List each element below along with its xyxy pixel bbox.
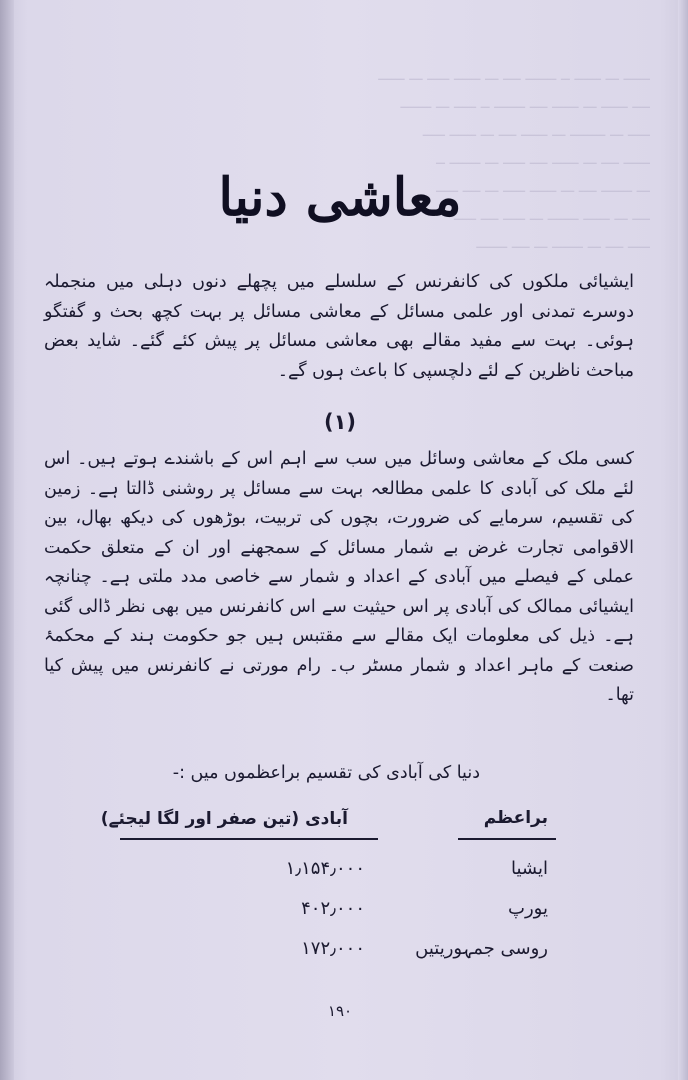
show-through-text: ــــ ـــ ــــــ ـــــــ ـــ ـــــ ــــ ـــــ (454, 210, 650, 220)
continent-name: روسی جمہوریتیں (415, 938, 548, 959)
header-underline (458, 838, 556, 840)
show-through-text: ــــــ ـــ ــــــ ــ ـــــــ ــــ ـــ ــــــ ـــــ ـــ ــــــ (378, 70, 650, 80)
show-through-text: ــــــ ــــ ـــ ــــــ ــــ ـــــ ـــ ـــــــ ــ (436, 154, 650, 164)
show-through-text: ـــــ ـــ ــــــــ ـــ ــــــ ــــ ـــ ــــــ ـــــ (422, 126, 650, 136)
page-edge-shadow (678, 0, 688, 1080)
spine-shadow (0, 0, 14, 1080)
page-title: معاشی دنیا (218, 167, 462, 228)
section-number: (۱) (323, 410, 357, 434)
population-value: ۱٫۱۵۴٫۰۰۰ (285, 858, 365, 879)
population-value: ۴۰۲٫۰۰۰ (301, 898, 365, 919)
population-value: ۱۷۲٫۰۰۰ (301, 938, 365, 959)
column-header-continent: براعظم (483, 808, 548, 828)
table-intro: دنیا کی آبادی کی تقسیم براعظموں میں :- (172, 763, 480, 783)
page-content (40, 0, 640, 1080)
continent-name: یورپ (508, 898, 548, 919)
body-paragraph: کسی ملک کے معاشی وسائل میں سب سے اہم اس کے باشندے ہوتے ہیں۔ اس لئے ملک کی آبادی کا علمی مطالعہ بہت سے مسائل پر روشنی ڈالتا ہے۔ زمین کی تقسیم، سرمایے کی ضرورت، بچوں کی تربیت، بوڑھوں کی دیکھ بھال، بین الاقوامی تجارت غرض بے شمار مسائل کے سمجھنے اور ان کے متعلق حکمت عملی کے فیصلے میں آبادی کے اعداد و شمار سے خاصی مدد ملتی ہے۔ چنانچہ ایشیائی ممالک کی آبادی پر اس حیثیت سے اس کانفرنس میں بھی نظر ڈالی گئی ہے۔ ذیل کی معلومات ایک مقالے سے مقتبس ہیں جو حکومت ہند کے محکمۂ صنعت کے ماہر اعداد و شمار مسٹر ب۔ رام مورتی نے کانفرنس میں پیش کیا تھا۔ (44, 449, 634, 705)
column-header-population: آبادی (تین صفر اور لگا لیجئے) (100, 809, 348, 829)
show-through-text: ــــ ــــــ ـــ ــــــ ــــ ـــــــ ــ ـــــ ـــ ـــــــ (400, 98, 650, 108)
table-row (40, 858, 640, 898)
show-through-text: ـــــ ــــ ـــ ـــــــ ـــ ــــ ـــــــ (476, 238, 650, 248)
continent-name: ایشیا (511, 858, 548, 879)
table-row (40, 898, 640, 938)
show-through-text: ـــ ـــــــ ــــ ـــ ــــــ ـــــ ـــ ــــ ـــــ (436, 182, 650, 192)
table-row (40, 938, 640, 978)
intro-paragraph: ایشیائی ملکوں کی کانفرنس کے سلسلے میں پچھلے دنوں دہلی میں منجملہ دوسرے تمدنی اور علمی مسائل کے معاشی مسائل پر بہت کچھ بحث و گفتگو ہوئی۔ بہت سے مفید مقالے بھی معاشی مسائل پر پیش کئے گئے۔ شاید بعض مباحث ناظرین کے لئے دلچسپی کا باعث ہوں گے۔ (44, 272, 634, 381)
header-underline (120, 838, 378, 840)
page-number: ۱۹۰ (327, 1002, 353, 1020)
